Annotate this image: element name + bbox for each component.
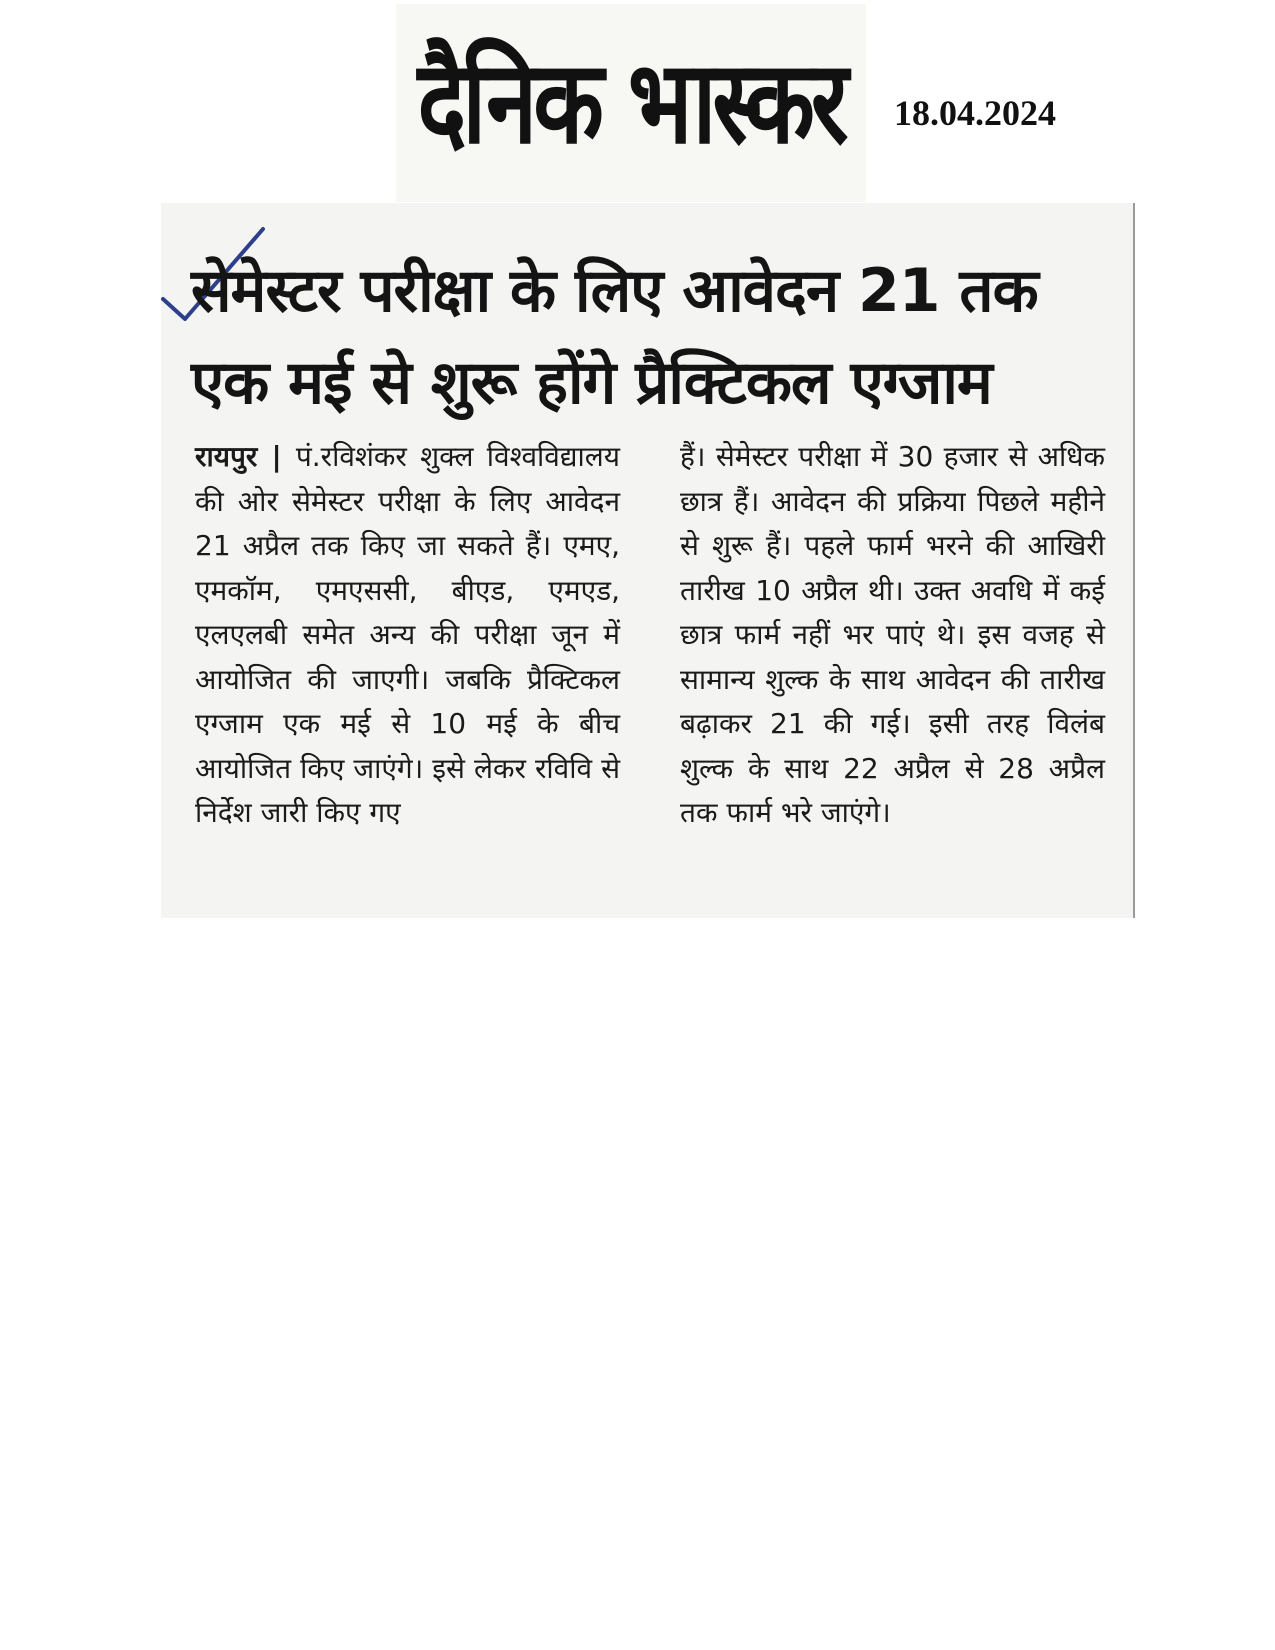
publication-date: 18.04.2024 [894, 93, 1056, 133]
column-2-text: हैं। सेमेस्टर परीक्षा में 30 हजार से अधिक छात्र हैं। आवेदन की प्रक्रिया पिछले महीने से शुरू हैं। पहले फार्म भरने की आखिरी तारीख 10 अप्रैल थी। उक्त अवधि में कई छात्र फार्म नहीं भर पाएं थे। इस वजह से सामान्य शुल्क के साथ आवेदन की तारीख बढ़ाकर 21 की गई। इसी तरह विलंब शुल्क के साथ 22 अप्रैल से 28 अप्रैल तक फार्म भरे जाएंगे। [680, 440, 1105, 829]
newspaper-logo: दैनिक भास्कर [417, 35, 845, 169]
article-body [195, 435, 1105, 905]
article-headline [191, 245, 1111, 429]
article-column-2 [680, 435, 1105, 905]
news-clipping [161, 203, 1135, 918]
column-1-text: पं.रविशंकर शुक्ल विश्वविद्यालय की ओर सेमेस्टर परीक्षा के लिए आवेदन 21 अप्रैल तक किए जा सकते हैं। एमए, एमकॉम, एमएससी, बीएड, एमएड, एलएलबी समेत अन्य की परीक्षा जून में आयोजित की जाएगी। जबकि प्रैक्टिकल एग्जाम एक मई से 10 मई के बीच आयोजित किए जाएंगे। इसे लेकर रविवि से निर्देश जारी किए गए [195, 440, 620, 829]
article-dateline: रायपुर | [195, 440, 296, 473]
article-column-1 [195, 435, 620, 905]
headline-line-2: एक मई से शुरू होंगे प्रैक्टिकल एग्जाम [191, 348, 992, 418]
headline-line-1: सेमेस्टर परीक्षा के लिए आवेदन 21 तक [191, 256, 1038, 326]
newspaper-masthead [396, 4, 866, 202]
